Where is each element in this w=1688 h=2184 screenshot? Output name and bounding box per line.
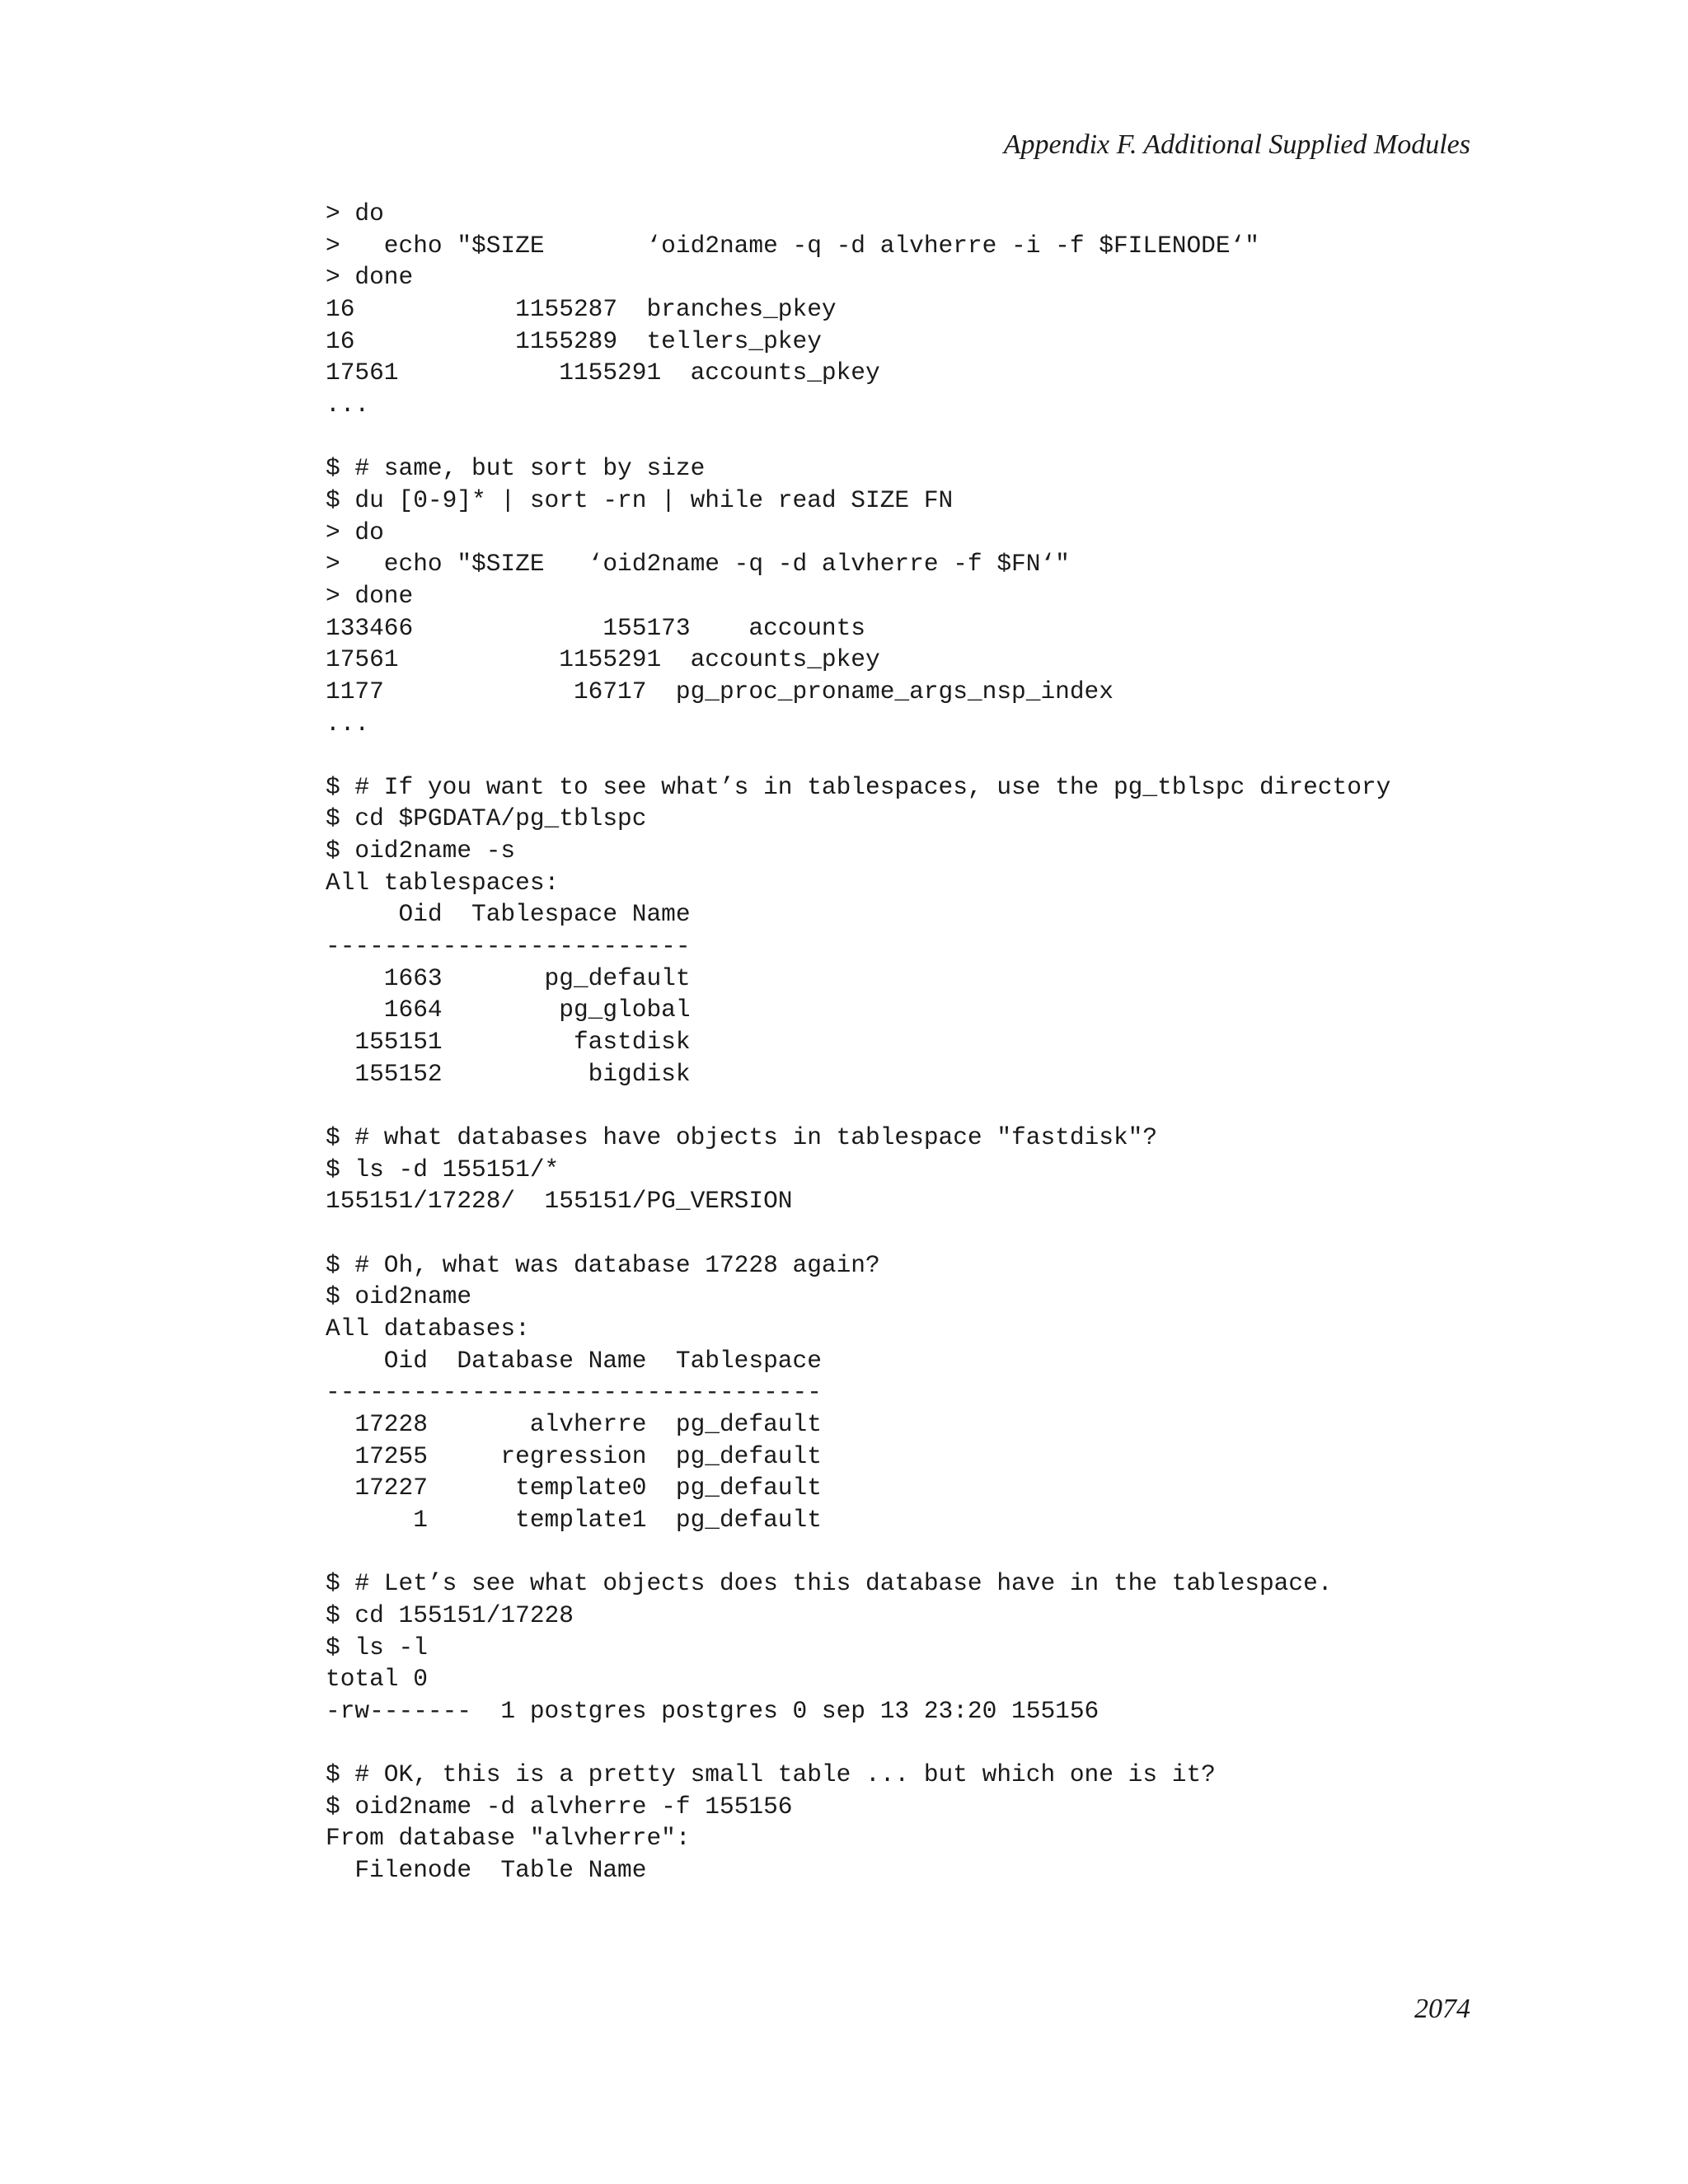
code-line: -------------------------: [326, 932, 691, 961]
code-line: > echo "$SIZE ‘oid2name -q -d alvherre -f $FN‘": [326, 550, 1070, 579]
code-line: $ # OK, this is a pretty small table ... but which one is it?: [326, 1760, 1216, 1789]
code-line: > done: [326, 581, 414, 610]
code-line: All databases:: [326, 1314, 530, 1343]
code-line: $ oid2name: [326, 1282, 472, 1311]
code-line: total 0: [326, 1665, 428, 1694]
code-line: [326, 1727, 1390, 1760]
code-line: Oid Tablespace Name: [326, 900, 691, 929]
code-line: [326, 1090, 1390, 1122]
code-line: 16 1155289 tellers_pkey: [326, 326, 822, 355]
code-line: $ ls -d 155151/*: [326, 1155, 560, 1183]
code-line: 155151 fastdisk: [326, 1028, 691, 1057]
code-line: $ # Let’s see what objects does this database have in the tablespace.: [326, 1569, 1333, 1598]
code-line: 133466 155173 accounts: [326, 613, 866, 642]
code-line: ...: [326, 390, 370, 419]
code-line: [326, 739, 1390, 771]
code-line: From database "alvherre":: [326, 1824, 691, 1853]
code-line: $ cd $PGDATA/pg_tblspc: [326, 804, 647, 833]
code-line: > do: [326, 199, 384, 227]
code-line: 17561 1155291 accounts_pkey: [326, 645, 880, 674]
page-number: 2074: [1414, 1994, 1470, 2024]
code-line: 155152 bigdisk: [326, 1059, 691, 1088]
code-line: 16 1155287 branches_pkey: [326, 294, 837, 323]
code-line: Oid Database Name Tablespace: [326, 1346, 822, 1375]
code-line: -rw------- 1 postgres postgres 0 sep 13 23:20 155156: [326, 1696, 1100, 1725]
code-line: $ oid2name -s: [326, 837, 516, 865]
code-line: $ cd 155151/17228: [326, 1601, 574, 1629]
code-line: ...: [326, 709, 370, 738]
code-line: 17228 alvherre pg_default: [326, 1409, 822, 1438]
program-listing: [326, 198, 1390, 1886]
code-line: [326, 1217, 1390, 1249]
code-line: ----------------------------------: [326, 1378, 822, 1407]
code-line: 17561 1155291 accounts_pkey: [326, 359, 880, 387]
code-line: $ ls -l: [326, 1633, 428, 1661]
running-header: Appendix F. Additional Supplied Modules: [1003, 129, 1470, 160]
code-line: > done: [326, 263, 414, 292]
code-line: $ # what databases have objects in tablespace "fastdisk"?: [326, 1123, 1158, 1152]
code-line: 17255 regression pg_default: [326, 1441, 822, 1470]
code-line: $ oid2name -d alvherre -f 155156: [326, 1792, 793, 1821]
code-line: > echo "$SIZE ‘oid2name -q -d alvherre -i -f $FILENODE‘": [326, 231, 1259, 260]
code-line: $ # same, but sort by size: [326, 454, 706, 483]
code-line: 1 template1 pg_default: [326, 1505, 822, 1534]
code-line: 17227 template0 pg_default: [326, 1474, 822, 1502]
code-line: 1663 pg_default: [326, 963, 691, 992]
code-line: > do: [326, 518, 384, 546]
code-line: $ # Oh, what was database 17228 again?: [326, 1250, 880, 1279]
code-line: [326, 421, 1390, 453]
code-line: $ # If you want to see what’s in tablespaces, use the pg_tblspc directory: [326, 772, 1391, 801]
code-line: 1177 16717 pg_proc_proname_args_nsp_index: [326, 677, 1114, 705]
code-line: All tablespaces:: [326, 868, 560, 897]
code-line: 1664 pg_global: [326, 996, 691, 1024]
code-line: 155151/17228/ 155151/PG_VERSION: [326, 1187, 793, 1216]
code-line: Filenode Table Name: [326, 1856, 647, 1885]
code-line: [326, 1536, 1390, 1568]
code-line: $ du [0-9]* | sort -rn | while read SIZE FN: [326, 485, 954, 514]
